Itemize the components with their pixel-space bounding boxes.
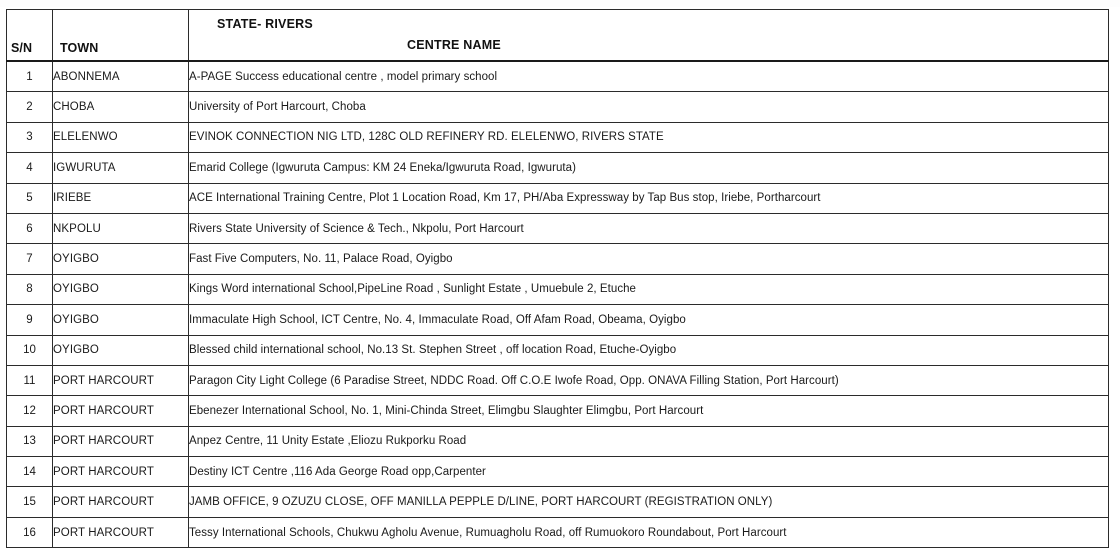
cell-centre-name: Paragon City Light College (6 Paradise Street, NDDC Road. Off C.O.E Iwofe Road, Opp. ONAVA Filling Station, Port Harcourt) <box>189 365 1109 395</box>
centres-table-container <box>6 9 1108 548</box>
cell-centre-name: Anpez Centre, 11 Unity Estate ,Eliozu Rukporku Road <box>189 426 1109 456</box>
column-header-sn <box>7 10 53 62</box>
cell-sn: 5 <box>7 183 53 213</box>
cell-centre-name: Immaculate High School, ICT Centre, No. 4, Immaculate Road, Off Afam Road, Obeama, Oyigbo <box>189 305 1109 335</box>
centres-table <box>6 9 1109 548</box>
cell-sn: 15 <box>7 487 53 517</box>
table-row <box>7 517 1109 547</box>
table-row <box>7 244 1109 274</box>
cell-town: OYIGBO <box>53 305 189 335</box>
cell-centre-name: Kings Word international School,PipeLine Road , Sunlight Estate , Umuebule 2, Etuche <box>189 274 1109 304</box>
table-row <box>7 92 1109 122</box>
table-row <box>7 305 1109 335</box>
sn-header-inner <box>7 10 52 60</box>
cell-town: PORT HARCOURT <box>53 365 189 395</box>
cell-sn: 7 <box>7 244 53 274</box>
table-row <box>7 61 1109 92</box>
cell-town: PORT HARCOURT <box>53 517 189 547</box>
cell-town: PORT HARCOURT <box>53 487 189 517</box>
table-row <box>7 457 1109 487</box>
cell-sn: 14 <box>7 457 53 487</box>
cell-centre-name: Blessed child international school, No.13 St. Stephen Street , off location Road, Etuche-Oyigbo <box>189 335 1109 365</box>
cell-centre-name: Destiny ICT Centre ,116 Ada George Road opp,Carpenter <box>189 457 1109 487</box>
cell-town: OYIGBO <box>53 335 189 365</box>
table-row <box>7 335 1109 365</box>
column-header-centre-name <box>189 10 1109 62</box>
cell-town: ABONNEMA <box>53 61 189 92</box>
cell-centre-name: A-PAGE Success educational centre , model primary school <box>189 61 1109 92</box>
cell-sn: 4 <box>7 153 53 183</box>
cell-town: OYIGBO <box>53 274 189 304</box>
cell-centre-name: ACE International Training Centre, Plot 1 Location Road, Km 17, PH/Aba Expressway by Tap Bus stop, Iriebe, Portharcourt <box>189 183 1109 213</box>
table-row <box>7 213 1109 243</box>
cell-town: OYIGBO <box>53 244 189 274</box>
header-row <box>7 10 1109 62</box>
cell-centre-name: Emarid College (Igwuruta Campus: KM 24 Eneka/Igwuruta Road, Igwuruta) <box>189 153 1109 183</box>
scan-margin <box>0 0 1120 7</box>
cell-sn: 2 <box>7 92 53 122</box>
cell-sn: 8 <box>7 274 53 304</box>
cell-town: PORT HARCOURT <box>53 396 189 426</box>
cell-centre-name: JAMB OFFICE, 9 OZUZU CLOSE, OFF MANILLA PEPPLE D/LINE, PORT HARCOURT (REGISTRATION ONLY) <box>189 487 1109 517</box>
cell-town: PORT HARCOURT <box>53 426 189 456</box>
cell-centre-name: Rivers State University of Science & Tech., Nkpolu, Port Harcourt <box>189 213 1109 243</box>
cell-centre-name: Ebenezer International School, No. 1, Mini-Chinda Street, Elimgbu Slaughter Elimgbu, Port Harcourt <box>189 396 1109 426</box>
table-row <box>7 183 1109 213</box>
table-row <box>7 487 1109 517</box>
cell-sn: 10 <box>7 335 53 365</box>
cell-town: NKPOLU <box>53 213 189 243</box>
table-body <box>7 61 1109 548</box>
table-row <box>7 396 1109 426</box>
column-header-centre-name-label: CENTRE NAME <box>407 38 501 52</box>
cell-town: PORT HARCOURT <box>53 457 189 487</box>
column-header-sn-label: S/N <box>11 41 33 55</box>
town-header-inner <box>53 10 188 60</box>
cell-sn: 13 <box>7 426 53 456</box>
cell-centre-name: EVINOK CONNECTION NIG LTD, 128C OLD REFINERY RD. ELELENWO, RIVERS STATE <box>189 122 1109 152</box>
column-header-town <box>53 10 189 62</box>
table-row <box>7 153 1109 183</box>
cell-town: CHOBA <box>53 92 189 122</box>
table-row <box>7 365 1109 395</box>
cell-centre-name: University of Port Harcourt, Choba <box>189 92 1109 122</box>
cell-centre-name: Tessy International Schools, Chukwu Agholu Avenue, Rumuagholu Road, off Rumuokoro Roundabout, Port Harcourt <box>189 517 1109 547</box>
table-header <box>7 10 1109 62</box>
cell-sn: 16 <box>7 517 53 547</box>
table-row <box>7 122 1109 152</box>
table-row <box>7 274 1109 304</box>
cell-sn: 12 <box>7 396 53 426</box>
cell-sn: 11 <box>7 365 53 395</box>
cell-town: ELELENWO <box>53 122 189 152</box>
column-header-town-label: TOWN <box>60 41 99 55</box>
cell-sn: 9 <box>7 305 53 335</box>
table-row <box>7 426 1109 456</box>
cell-town: IGWURUTA <box>53 153 189 183</box>
centre-header-inner <box>189 10 1108 60</box>
cell-sn: 3 <box>7 122 53 152</box>
state-title: STATE- RIVERS <box>217 17 313 31</box>
cell-sn: 6 <box>7 213 53 243</box>
cell-sn: 1 <box>7 61 53 92</box>
cell-centre-name: Fast Five Computers, No. 11, Palace Road, Oyigbo <box>189 244 1109 274</box>
cell-town: IRIEBE <box>53 183 189 213</box>
